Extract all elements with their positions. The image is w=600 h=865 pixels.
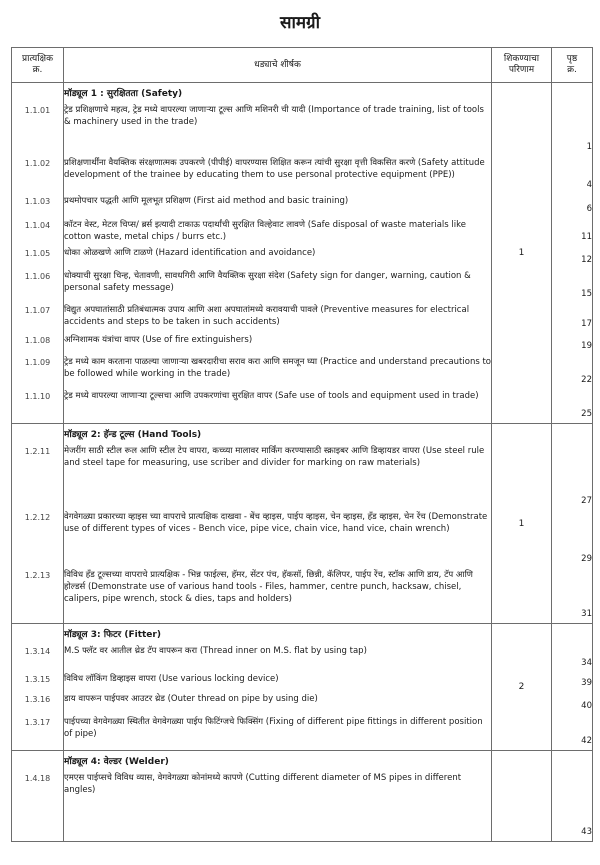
topic-text: विद्युत अपघातांसाठी प्रतिबंधात्मक उपाय आणि अशा अपघातांमध्ये करावयाची पावले (Preventive measures for electrical accidents and steps to be taken in such accidents)	[64, 305, 470, 327]
practical-number: 1.1.06	[24, 272, 51, 281]
practical-number: 1.1.04	[24, 221, 51, 230]
topic-text: ट्रेड मध्ये काम करताना पाळल्या जाणाऱ्या खबरदारीचा सराव करा आणि समजून घ्या (Practice and understand precautions to be followed while working in the trade)	[64, 357, 491, 379]
learning-outcome-cell	[492, 751, 552, 842]
practical-number: 1.1.07	[24, 306, 51, 315]
page-number: 12	[581, 255, 592, 265]
practical-number: 1.3.17	[24, 718, 51, 727]
topic-text: कॉटन वेस्ट, मेटल चिप्स/ ब्रर्स इत्यादी टाकाऊ पदार्थांची सुरक्षित विल्हेवाट लावणे (Safe disposal of waste materials like cotton waste, metal chips / burrs etc.)	[64, 220, 466, 242]
page-number: 27	[581, 496, 592, 506]
page-number: 22	[581, 375, 592, 385]
page-number: 43	[581, 827, 592, 837]
header-practical-no: प्रात्यक्षिक क्र.	[12, 48, 64, 83]
topic-text: एमएस पाईप्सचे विविध व्यास, वेगवेगळ्या कोनांमध्ये कापणे (Cutting different diameter of MS pipes in different angles)	[64, 773, 462, 795]
practical-number: 1.2.12	[24, 513, 51, 522]
topic-text: धोक्याची सुरक्षा चिन्ह, चेतावणी, सावधगिरी आणि वैयक्तिक सुरक्षा संदेश (Safety sign for danger, warning, caution & personal safety message)	[64, 271, 471, 293]
practical-number: 1.1.02	[24, 159, 51, 168]
topic-text: विविध लॉकिंग डिव्हाइस वापरा (Use various locking device)	[64, 674, 279, 684]
module-row	[12, 751, 593, 842]
topic-cell	[64, 424, 492, 624]
learning-outcome-cell: 2	[492, 624, 552, 751]
page-number: 29	[581, 554, 592, 564]
topic-text: प्रथमोपचार पद्धती आणि मूलभूत प्रशिक्षण (First aid method and basic training)	[64, 196, 349, 206]
contents-table	[11, 47, 593, 842]
topic-text: ट्रेड मध्ये वापरल्या जाणाऱ्या टूल्सचा आणि उपकरणांचा सुरक्षित वापर (Safe use of tools and equipment used in trade)	[64, 391, 479, 401]
page-number: 31	[581, 609, 592, 619]
module-row	[12, 424, 593, 624]
topic-text: ट्रेड प्रशिक्षणाचे महत्व, ट्रेड मध्ये वापरल्या जाणाऱ्या टूल्स आणि मशिनरी ची यादी (Importance of trade training, list of tools & machinery used in the trade)	[64, 105, 484, 127]
topic-text: डाय वापरून पाईपवर आउटर थ्रेड (Outer thread on pipe by using die)	[64, 694, 318, 704]
practical-no-cell	[12, 83, 64, 424]
page-number: 4	[586, 180, 592, 190]
practical-number: 1.4.18	[24, 774, 51, 783]
module-heading: मॉड्यूल 1 : सुरक्षितता (Safety)	[64, 89, 183, 99]
practical-no-cell	[12, 751, 64, 842]
learning-outcome-cell: 1	[492, 424, 552, 624]
topic-text: M.S फ्लॅट वर आतील थ्रेड टॅप वापरून करा (Thread inner on M.S. flat by using tap)	[64, 646, 367, 656]
learning-outcome-cell: 1	[492, 83, 552, 424]
practical-no-cell	[12, 624, 64, 751]
practical-number: 1.1.10	[24, 392, 51, 401]
page-title: सामग्री	[279, 13, 321, 33]
page-number: 25	[581, 409, 592, 419]
header-outcome: शिकण्याचा परिणाम	[492, 48, 552, 83]
practical-number: 1.1.03	[24, 197, 51, 206]
page-number: 39	[581, 678, 592, 688]
module-row	[12, 624, 593, 751]
page-number: 19	[581, 341, 592, 351]
page-number: 1	[586, 142, 592, 152]
page-no-cell	[552, 83, 593, 424]
topic-cell	[64, 624, 492, 751]
topic-text: विविध हॅंड टूल्सच्या वापराचे प्रात्यक्षिक - भिन्न फाईल्स, हॅमर, सेंटर पंच, हॅकसॉ, छिन्नी, कॅलिपर, पाईप रेंच, स्टॉक आणि डाय, टॅप आणि होल्डर्स (Demonstrate use of various hand tools - Files, hammer, centre punch, hacksaw, chisel, calipers, pipe wrench, stock & dies, taps and holders)	[64, 570, 473, 604]
header-page-no: पृष्ठ क्र.	[552, 48, 593, 83]
topic-text: मेजरींग साठी स्टील रूल आणि स्टील टेप वापरा, कच्च्या मालावर मार्किंग करण्यासाठी स्क्राइबर आणि डिव्हायडर वापरा (Use steel rule and steel tape for measuring, use scriber and divider for marking on raw materials)	[64, 446, 485, 468]
practical-number: 1.3.14	[24, 647, 51, 656]
topic-text: अग्निशामक यंत्रांचा वापर (Use of fire extinguishers)	[64, 335, 253, 345]
page-number: 11	[581, 232, 592, 242]
topic-text: वेगवेगळ्या प्रकारच्या व्हाइस च्या वापराचे प्रात्यक्षिक दाखवा - बेंच व्हाइस, पाईप व्हाइस, चेन व्हाइस, हॅंड व्हाइस, चेन रेंच (Demonstrate use of different types of vices - Bench vice, pipe vice, chain vice, hand vice, chain wrench)	[64, 512, 488, 534]
practical-number: 1.1.08	[24, 336, 51, 345]
page-number: 6	[586, 204, 592, 214]
practical-number: 1.2.11	[24, 447, 51, 456]
page-no-cell	[552, 624, 593, 751]
practical-number: 1.1.01	[24, 106, 51, 115]
practical-no-cell	[12, 424, 64, 624]
page-number: 34	[581, 658, 592, 668]
topic-cell	[64, 751, 492, 842]
page-no-cell	[552, 424, 593, 624]
page-number: 42	[581, 736, 592, 746]
practical-number: 1.3.15	[24, 675, 51, 684]
practical-number: 1.1.05	[24, 249, 51, 258]
page-no-cell	[552, 751, 593, 842]
practical-number: 1.1.09	[24, 358, 51, 367]
module-row	[12, 83, 593, 424]
module-heading: मॉड्यूल 3: फिटर (Fitter)	[64, 630, 161, 640]
module-heading: मॉड्यूल 2: हॅन्ड टूल्स (Hand Tools)	[64, 430, 202, 440]
page-number: 15	[581, 289, 592, 299]
module-heading: मॉड्यूल 4: वेल्डर (Welder)	[64, 757, 169, 767]
topic-cell	[64, 83, 492, 424]
practical-number: 1.2.13	[24, 571, 51, 580]
page-number: 40	[581, 701, 592, 711]
topic-text: पाईपच्या वेगवेगळ्या स्थितीत वेगवेगळ्या पाईप फिटिंग्जचे फिक्सिंग (Fixing of different pipe fittings in different position of pipe)	[64, 717, 483, 739]
header-topic: धड्याचे शीर्षक	[64, 48, 492, 83]
practical-number: 1.3.16	[24, 695, 51, 704]
page-number: 17	[581, 319, 592, 329]
topic-text: धोका ओळखणे आणि टाळणे (Hazard identification and avoidance)	[64, 248, 316, 258]
topic-text: प्रशिक्षणार्थींना वैयक्तिक संरक्षणात्मक उपकरणे (पीपीई) वापरण्यास शिक्षित करून त्यांची सुरक्षा वृत्ती विकसित करणे (Safety attitude development of the trainee by educating them to use personal protective equipment (PPE))	[64, 158, 485, 180]
